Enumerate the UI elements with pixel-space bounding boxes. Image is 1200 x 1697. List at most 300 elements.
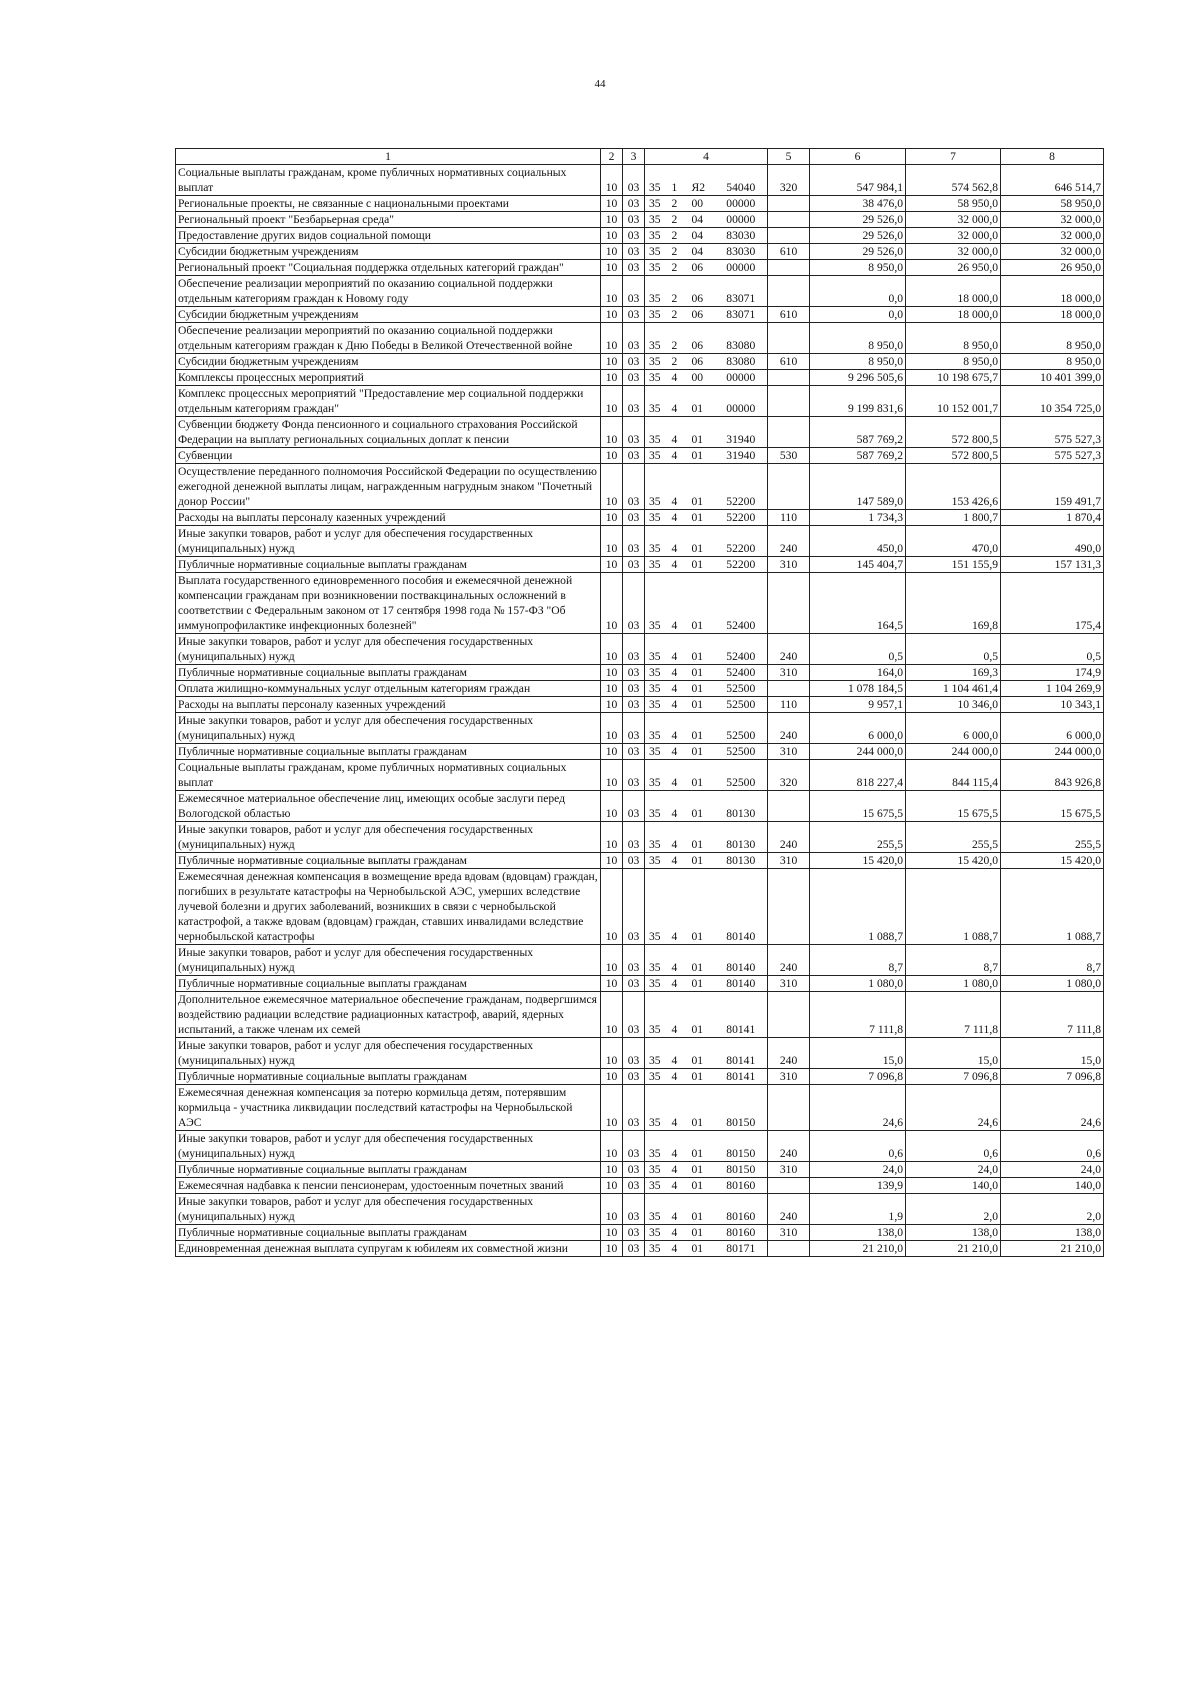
- amount-col-6: 145 404,7: [810, 557, 906, 573]
- row-name: Ежемесячная денежная компенсация за потерю кормильца детям, потерявшим кормильца - участника ликвидации последствий катастрофы на Чернобыльской АЭС: [176, 1085, 601, 1131]
- section-code: 10: [601, 1241, 623, 1257]
- group-code: 01: [689, 1194, 715, 1225]
- table-row: [176, 744, 1104, 760]
- row-name: Дополнительное ежемесячное материальное обеспечение гражданам, подвергшимся воздействию радиации вследствие радиационных катастроф, аварий, ядерных испытаний, а также членам их семей: [176, 992, 601, 1038]
- amount-col-7: 10 152 001,7: [906, 386, 1001, 417]
- subsection-code: 03: [623, 573, 645, 634]
- group-code: 06: [689, 323, 715, 354]
- amount-col-7: 8 950,0: [906, 354, 1001, 370]
- section-code: 10: [601, 417, 623, 448]
- program-code: 35: [645, 1162, 669, 1178]
- subsection-code: 03: [623, 228, 645, 244]
- amount-col-8: 8,7: [1001, 945, 1104, 976]
- amount-col-8: 255,5: [1001, 822, 1104, 853]
- amount-col-6: 164,0: [810, 665, 906, 681]
- group-code: 01: [689, 386, 715, 417]
- expense-code: 52400: [715, 573, 768, 634]
- row-name: Региональный проект "Безбарьерная среда": [176, 212, 601, 228]
- amount-col-8: 140,0: [1001, 1178, 1104, 1194]
- table-row: [176, 557, 1104, 573]
- section-code: 10: [601, 1085, 623, 1131]
- amount-col-8: 174,9: [1001, 665, 1104, 681]
- amount-col-7: 24,0: [906, 1162, 1001, 1178]
- group-code: 01: [689, 713, 715, 744]
- program-code: 35: [645, 822, 669, 853]
- program-code: 35: [645, 1225, 669, 1241]
- direction-code: 4: [669, 634, 689, 665]
- table-row: [176, 791, 1104, 822]
- amount-col-6: 29 526,0: [810, 212, 906, 228]
- table-row: [176, 1131, 1104, 1162]
- subsection-code: 03: [623, 697, 645, 713]
- section-code: 10: [601, 244, 623, 260]
- amount-col-8: 21 210,0: [1001, 1241, 1104, 1257]
- program-code: 35: [645, 791, 669, 822]
- expense-type: 240: [768, 1194, 810, 1225]
- amount-col-7: 151 155,9: [906, 557, 1001, 573]
- amount-col-8: 1 104 269,9: [1001, 681, 1104, 697]
- expense-type: 320: [768, 760, 810, 791]
- expense-type: [768, 386, 810, 417]
- amount-col-7: 153 426,6: [906, 464, 1001, 510]
- amount-col-6: 1 734,3: [810, 510, 906, 526]
- expense-type: 610: [768, 244, 810, 260]
- expense-code: 00000: [715, 260, 768, 276]
- expense-code: 80160: [715, 1225, 768, 1241]
- amount-col-6: 139,9: [810, 1178, 906, 1194]
- direction-code: 2: [669, 354, 689, 370]
- group-code: 01: [689, 744, 715, 760]
- subsection-code: 03: [623, 370, 645, 386]
- amount-col-6: 0,6: [810, 1131, 906, 1162]
- section-code: 10: [601, 276, 623, 307]
- amount-col-8: 10 343,1: [1001, 697, 1104, 713]
- direction-code: 2: [669, 276, 689, 307]
- section-code: 10: [601, 634, 623, 665]
- direction-code: 4: [669, 760, 689, 791]
- subsection-code: 03: [623, 760, 645, 791]
- amount-col-8: 1 088,7: [1001, 869, 1104, 945]
- subsection-code: 03: [623, 992, 645, 1038]
- table-row: [176, 354, 1104, 370]
- program-code: 35: [645, 760, 669, 791]
- row-name: Социальные выплаты гражданам, кроме публичных нормативных социальных выплат: [176, 760, 601, 791]
- section-code: 10: [601, 228, 623, 244]
- amount-col-6: 8,7: [810, 945, 906, 976]
- amount-col-7: 0,5: [906, 634, 1001, 665]
- amount-col-7: 0,6: [906, 1131, 1001, 1162]
- expense-code: 80141: [715, 1069, 768, 1085]
- amount-col-6: 1 080,0: [810, 976, 906, 992]
- subsection-code: 03: [623, 1085, 645, 1131]
- program-code: 35: [645, 165, 669, 196]
- program-code: 35: [645, 869, 669, 945]
- row-name: Комплексы процессных мероприятий: [176, 370, 601, 386]
- header-col-1: 1: [176, 149, 601, 165]
- expense-code: 83080: [715, 354, 768, 370]
- group-code: 01: [689, 1131, 715, 1162]
- program-code: 35: [645, 1194, 669, 1225]
- program-code: 35: [645, 1069, 669, 1085]
- header-col-3: 3: [623, 149, 645, 165]
- amount-col-8: 490,0: [1001, 526, 1104, 557]
- expense-type: [768, 573, 810, 634]
- amount-col-8: 32 000,0: [1001, 244, 1104, 260]
- amount-col-7: 169,8: [906, 573, 1001, 634]
- expense-type: [768, 212, 810, 228]
- section-code: 10: [601, 665, 623, 681]
- amount-col-6: 8 950,0: [810, 323, 906, 354]
- amount-col-6: 9 957,1: [810, 697, 906, 713]
- group-code: 01: [689, 464, 715, 510]
- amount-col-8: 10 354 725,0: [1001, 386, 1104, 417]
- direction-code: 4: [669, 992, 689, 1038]
- amount-col-8: 1 870,4: [1001, 510, 1104, 526]
- amount-col-7: 58 950,0: [906, 196, 1001, 212]
- program-code: 35: [645, 557, 669, 573]
- row-name: Публичные нормативные социальные выплаты гражданам: [176, 744, 601, 760]
- program-code: 35: [645, 634, 669, 665]
- amount-col-7: 138,0: [906, 1225, 1001, 1241]
- header-col-6: 6: [810, 149, 906, 165]
- subsection-code: 03: [623, 869, 645, 945]
- expense-type: [768, 869, 810, 945]
- table-row: [176, 417, 1104, 448]
- expense-code: 80130: [715, 822, 768, 853]
- subsection-code: 03: [623, 1069, 645, 1085]
- amount-col-7: 1 080,0: [906, 976, 1001, 992]
- expense-type: [768, 464, 810, 510]
- direction-code: 2: [669, 260, 689, 276]
- amount-col-8: 15,0: [1001, 1038, 1104, 1069]
- subsection-code: 03: [623, 1225, 645, 1241]
- expense-code: 83080: [715, 323, 768, 354]
- table-row: [176, 260, 1104, 276]
- amount-col-7: 15,0: [906, 1038, 1001, 1069]
- program-code: 35: [645, 681, 669, 697]
- direction-code: 4: [669, 557, 689, 573]
- amount-col-6: 15 420,0: [810, 853, 906, 869]
- program-code: 35: [645, 260, 669, 276]
- expense-type: [768, 992, 810, 1038]
- amount-col-7: 18 000,0: [906, 307, 1001, 323]
- group-code: 00: [689, 370, 715, 386]
- group-code: 01: [689, 1069, 715, 1085]
- table-row: [176, 1085, 1104, 1131]
- section-code: 10: [601, 260, 623, 276]
- expense-type: [768, 681, 810, 697]
- expense-code: 52200: [715, 510, 768, 526]
- direction-code: 4: [669, 1194, 689, 1225]
- expense-type: 610: [768, 354, 810, 370]
- program-code: 35: [645, 354, 669, 370]
- program-code: 35: [645, 945, 669, 976]
- program-code: 35: [645, 526, 669, 557]
- amount-col-7: 6 000,0: [906, 713, 1001, 744]
- row-name: Предоставление других видов социальной помощи: [176, 228, 601, 244]
- table-row: [176, 713, 1104, 744]
- table-row: [176, 228, 1104, 244]
- amount-col-6: 1,9: [810, 1194, 906, 1225]
- expense-code: 80140: [715, 869, 768, 945]
- amount-col-6: 9 296 505,6: [810, 370, 906, 386]
- amount-col-7: 18 000,0: [906, 276, 1001, 307]
- program-code: 35: [645, 464, 669, 510]
- table-row: [176, 510, 1104, 526]
- table-row: [176, 681, 1104, 697]
- amount-col-7: 572 800,5: [906, 417, 1001, 448]
- section-code: 10: [601, 1038, 623, 1069]
- amount-col-8: 244 000,0: [1001, 744, 1104, 760]
- subsection-code: 03: [623, 260, 645, 276]
- subsection-code: 03: [623, 323, 645, 354]
- row-name: Комплекс процессных мероприятий "Предоставление мер социальной поддержки отдельным категориям граждан": [176, 386, 601, 417]
- section-code: 10: [601, 869, 623, 945]
- program-code: 35: [645, 697, 669, 713]
- group-code: 01: [689, 697, 715, 713]
- amount-col-6: 587 769,2: [810, 417, 906, 448]
- table-row: [176, 526, 1104, 557]
- expense-type: [768, 791, 810, 822]
- table-body: [176, 165, 1104, 1257]
- expense-type: [768, 1085, 810, 1131]
- row-name: Оплата жилищно-коммунальных услуг отдельным категориям граждан: [176, 681, 601, 697]
- group-code: 01: [689, 526, 715, 557]
- direction-code: 4: [669, 1162, 689, 1178]
- section-code: 10: [601, 697, 623, 713]
- page-number: 44: [594, 78, 606, 90]
- row-name: Иные закупки товаров, работ и услуг для обеспечения государственных (муниципальных) нужд: [176, 634, 601, 665]
- subsection-code: 03: [623, 822, 645, 853]
- group-code: 01: [689, 1085, 715, 1131]
- amount-col-8: 18 000,0: [1001, 276, 1104, 307]
- subsection-code: 03: [623, 1241, 645, 1257]
- amount-col-6: 29 526,0: [810, 244, 906, 260]
- amount-col-8: 138,0: [1001, 1225, 1104, 1241]
- amount-col-7: 470,0: [906, 526, 1001, 557]
- amount-col-6: 7 111,8: [810, 992, 906, 1038]
- amount-col-8: 159 491,7: [1001, 464, 1104, 510]
- group-code: 06: [689, 354, 715, 370]
- program-code: 35: [645, 196, 669, 212]
- subsection-code: 03: [623, 945, 645, 976]
- amount-col-6: 0,0: [810, 307, 906, 323]
- program-code: 35: [645, 244, 669, 260]
- amount-col-6: 38 476,0: [810, 196, 906, 212]
- section-code: 10: [601, 1131, 623, 1162]
- amount-col-6: 24,0: [810, 1162, 906, 1178]
- subsection-code: 03: [623, 165, 645, 196]
- expense-type: [768, 276, 810, 307]
- direction-code: 4: [669, 1085, 689, 1131]
- row-name: Иные закупки товаров, работ и услуг для обеспечения государственных (муниципальных) нужд: [176, 1194, 601, 1225]
- subsection-code: 03: [623, 464, 645, 510]
- row-name: Ежемесячное материальное обеспечение лиц, имеющих особые заслуги перед Вологодской областью: [176, 791, 601, 822]
- amount-col-6: 0,5: [810, 634, 906, 665]
- direction-code: 4: [669, 697, 689, 713]
- direction-code: 4: [669, 573, 689, 634]
- direction-code: 2: [669, 228, 689, 244]
- program-code: 35: [645, 307, 669, 323]
- expense-type: [768, 260, 810, 276]
- section-code: 10: [601, 992, 623, 1038]
- group-code: 06: [689, 276, 715, 307]
- group-code: 01: [689, 448, 715, 464]
- group-code: 01: [689, 417, 715, 448]
- amount-col-7: 15 675,5: [906, 791, 1001, 822]
- amount-col-8: 24,0: [1001, 1162, 1104, 1178]
- amount-col-8: 58 950,0: [1001, 196, 1104, 212]
- budget-table: [175, 148, 1104, 1257]
- amount-col-6: 244 000,0: [810, 744, 906, 760]
- subsection-code: 03: [623, 196, 645, 212]
- row-name: Субсидии бюджетным учреждениям: [176, 354, 601, 370]
- expense-type: 240: [768, 1131, 810, 1162]
- expense-type: [768, 1241, 810, 1257]
- amount-col-8: 32 000,0: [1001, 212, 1104, 228]
- expense-code: 80150: [715, 1131, 768, 1162]
- group-code: 01: [689, 557, 715, 573]
- section-code: 10: [601, 1178, 623, 1194]
- section-code: 10: [601, 760, 623, 791]
- row-name: Ежемесячная надбавка к пенсии пенсионерам, удостоенным почетных званий: [176, 1178, 601, 1194]
- subsection-code: 03: [623, 853, 645, 869]
- group-code: 01: [689, 791, 715, 822]
- amount-col-7: 7 111,8: [906, 992, 1001, 1038]
- table-row: [176, 307, 1104, 323]
- expense-type: 310: [768, 665, 810, 681]
- program-code: 35: [645, 510, 669, 526]
- expense-type: 240: [768, 634, 810, 665]
- amount-col-7: 24,6: [906, 1085, 1001, 1131]
- amount-col-8: 26 950,0: [1001, 260, 1104, 276]
- expense-code: 80160: [715, 1178, 768, 1194]
- program-code: 35: [645, 228, 669, 244]
- expense-code: 52500: [715, 697, 768, 713]
- amount-col-8: 8 950,0: [1001, 354, 1104, 370]
- row-name: Субвенции бюджету Фонда пенсионного и социального страхования Российской Федерации на выплату региональных социальных доплат к пенсии: [176, 417, 601, 448]
- table-row: [176, 976, 1104, 992]
- expense-type: [768, 417, 810, 448]
- subsection-code: 03: [623, 1038, 645, 1069]
- amount-col-8: 24,6: [1001, 1085, 1104, 1131]
- amount-col-6: 8 950,0: [810, 260, 906, 276]
- table-row: [176, 573, 1104, 634]
- subsection-code: 03: [623, 276, 645, 307]
- section-code: 10: [601, 976, 623, 992]
- expense-code: 00000: [715, 196, 768, 212]
- direction-code: 4: [669, 386, 689, 417]
- program-code: 35: [645, 276, 669, 307]
- program-code: 35: [645, 448, 669, 464]
- program-code: 35: [645, 1131, 669, 1162]
- direction-code: 4: [669, 665, 689, 681]
- amount-col-8: 15 420,0: [1001, 853, 1104, 869]
- expense-type: [768, 228, 810, 244]
- table-row: [176, 822, 1104, 853]
- amount-col-6: 15 675,5: [810, 791, 906, 822]
- direction-code: 2: [669, 307, 689, 323]
- row-name: Обеспечение реализации мероприятий по оказанию социальной поддержки отдельным категориям граждан к Новому году: [176, 276, 601, 307]
- row-name: Региональный проект "Социальная поддержка отдельных категорий граждан": [176, 260, 601, 276]
- direction-code: 4: [669, 853, 689, 869]
- subsection-code: 03: [623, 1178, 645, 1194]
- amount-col-8: 7 096,8: [1001, 1069, 1104, 1085]
- section-code: 10: [601, 323, 623, 354]
- program-code: 35: [645, 386, 669, 417]
- expense-type: [768, 196, 810, 212]
- group-code: 00: [689, 196, 715, 212]
- amount-col-7: 574 562,8: [906, 165, 1001, 196]
- subsection-code: 03: [623, 526, 645, 557]
- amount-col-6: 587 769,2: [810, 448, 906, 464]
- amount-col-7: 32 000,0: [906, 212, 1001, 228]
- amount-col-8: 1 080,0: [1001, 976, 1104, 992]
- header-col-8: 8: [1001, 149, 1104, 165]
- section-code: 10: [601, 945, 623, 976]
- section-code: 10: [601, 354, 623, 370]
- group-code: 01: [689, 1162, 715, 1178]
- row-name: Публичные нормативные социальные выплаты гражданам: [176, 853, 601, 869]
- table-row: [176, 276, 1104, 307]
- amount-col-7: 244 000,0: [906, 744, 1001, 760]
- expense-code: 52500: [715, 681, 768, 697]
- section-code: 10: [601, 510, 623, 526]
- amount-col-6: 818 227,4: [810, 760, 906, 791]
- program-code: 35: [645, 1038, 669, 1069]
- amount-col-6: 24,6: [810, 1085, 906, 1131]
- expense-type: 310: [768, 1162, 810, 1178]
- expense-code: 80140: [715, 945, 768, 976]
- subsection-code: 03: [623, 681, 645, 697]
- expense-code: 31940: [715, 417, 768, 448]
- amount-col-7: 2,0: [906, 1194, 1001, 1225]
- table-row: [176, 370, 1104, 386]
- row-name: Иные закупки товаров, работ и услуг для обеспечения государственных (муниципальных) нужд: [176, 1038, 601, 1069]
- program-code: 35: [645, 744, 669, 760]
- expense-code: 83030: [715, 244, 768, 260]
- amount-col-8: 175,4: [1001, 573, 1104, 634]
- group-code: Я2: [689, 165, 715, 196]
- table-row: [176, 1038, 1104, 1069]
- expense-type: 310: [768, 976, 810, 992]
- expense-code: 00000: [715, 212, 768, 228]
- program-code: 35: [645, 1178, 669, 1194]
- amount-col-8: 7 111,8: [1001, 992, 1104, 1038]
- program-code: 35: [645, 1085, 669, 1131]
- amount-col-8: 8 950,0: [1001, 323, 1104, 354]
- section-code: 10: [601, 1225, 623, 1241]
- expense-type: 530: [768, 448, 810, 464]
- subsection-code: 03: [623, 386, 645, 417]
- program-code: 35: [645, 1241, 669, 1257]
- group-code: 01: [689, 992, 715, 1038]
- amount-col-6: 164,5: [810, 573, 906, 634]
- row-name: Публичные нормативные социальные выплаты гражданам: [176, 976, 601, 992]
- expense-code: 83071: [715, 307, 768, 323]
- table-row: [176, 665, 1104, 681]
- direction-code: 4: [669, 713, 689, 744]
- table-row: [176, 945, 1104, 976]
- expense-code: 00000: [715, 386, 768, 417]
- expense-code: 80160: [715, 1194, 768, 1225]
- subsection-code: 03: [623, 510, 645, 526]
- amount-col-8: 0,5: [1001, 634, 1104, 665]
- row-name: Публичные нормативные социальные выплаты гражданам: [176, 1069, 601, 1085]
- row-name: Иные закупки товаров, работ и услуг для обеспечения государственных (муниципальных) нужд: [176, 1131, 601, 1162]
- group-code: 04: [689, 228, 715, 244]
- program-code: 35: [645, 992, 669, 1038]
